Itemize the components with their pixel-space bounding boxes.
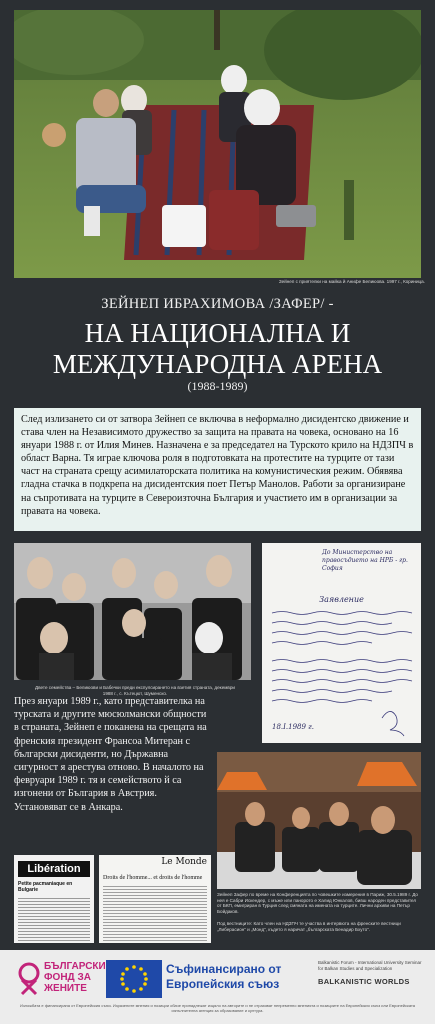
fund-logo-icon (16, 962, 42, 996)
family-photo-caption: Двете семейства – Белиюови и Бабечки преди експулсирането на взетия странатa, декември 1988 г., с. Кътецют, Шуменско. (35, 685, 235, 696)
fund-name: БЪЛГАРСКИ ФОНД ЗА ЖЕНИТЕ (44, 961, 106, 994)
liberation-body (18, 896, 90, 943)
conference-photo-image (217, 752, 421, 889)
partner-name: BALKANISTIC WORLDS (318, 977, 410, 986)
document-title: Заявление (319, 595, 364, 604)
le-monde-headline: Droits de l'homme... et droits de l'homme (103, 875, 203, 881)
document-date: 18.I.1989 г. (272, 723, 314, 731)
footer-disclaimer: Изложбата е финансирана от Европейския съюз. Изразените мнения и позиции обаче принадлежат изцяло на авторите и не отразяват непременно мненията и позициите на Европейския съюз или Европейската изпълнителна агенция за образование и култура. (19, 1003, 416, 1013)
partner-small-text: Balkanistic Forum - International University Seminar for Balkan Studies and Specialization (318, 960, 422, 971)
le-monde-body (103, 884, 207, 943)
family-photo-image (14, 543, 251, 680)
conference-photo (217, 752, 421, 889)
page-title-line2: МЕЖДУНАРОДНА АРЕНА (52, 349, 383, 379)
main-text: След излизането си от затвора Зейнеп се включва в неформално дисидентско движение и става член на Независимото дружество за защита на правата на човека, основано на 16 януари 1988 г. от Илия Минев. Назначена е за председател на Турското крило на НДЗПЧ в област Варна. Тя играе ключова роля в подготовката на протестите на турците от тази част на страната срещу асимилаторската политика на комунистическия режим. Обявява гладна стачка в подкрепа на дисидентския поет Петър Манолов. Работи за организиране на съпротивата на турците в Североизточна България и участието им в организации за правата на човека. (21, 414, 414, 517)
handwritten-document (262, 543, 421, 743)
years: (1988-1989) (187, 379, 248, 393)
middle-text: През януари 1989 г., като представителка на турската и другите мюсюлмански общности в страната, Зейнеп е поканена на срещата на френския президент Франсоа Митеран с български дисиденти, но Държавна сигурност я арестува отново. В началото на февруари 1989 г. тя и семейството й са изгонени от България в Австрия. Установяват се в Анкара. (14, 696, 207, 813)
page-title-line1: НА НАЦИОНАЛНА И (84, 318, 351, 348)
top-photo-caption: Зейнеп с приятелки на майка й Анифе Белиюова. 1997 г., Кориница. (278, 279, 425, 284)
top-photo (14, 10, 421, 278)
handwriting-lines (262, 543, 421, 743)
eu-flag-icon (106, 960, 162, 998)
liberation-headline: Petite pacmaniaque en Bulgarie (18, 881, 73, 893)
document-heading: До Министерство на правосъдието на НРБ - гр. София (322, 549, 408, 572)
family-photo (14, 543, 251, 680)
top-photo-image (14, 10, 421, 278)
newspaper-le-monde (99, 855, 211, 943)
main-text-box (14, 408, 421, 531)
le-monde-masthead: Le Monde (161, 857, 207, 867)
newspaper-liberation (14, 855, 94, 943)
eu-text-line1: Съфинансирано от (166, 962, 282, 976)
conference-photo-caption: Зейнеп Зафер по време на Конференцията по човешките измерения в Париж, 30.5.1989 г. До нея е Сабри Искендер, с мъже или панорото е Халид Юнкалов, бивш народен представител от БКП, емигриран в Турция след смяната на имената на турците. Лични архиви на Петър Бойдаков. (217, 892, 418, 915)
conference-photo-note: Под вестниците: Като член на НДЗПЧ те участва в интервюта на френските вестници „Либерасион” и „Монд”, където я наричат „българската Бенадир Бхуто”. (217, 921, 401, 932)
subtitle: ЗЕЙНЕП ИБРАХИМОВА /ЗАФЕР/ - (101, 296, 334, 312)
footer (0, 950, 435, 1024)
eu-text-line2: Европейския съюз (166, 977, 280, 991)
liberation-masthead: Libération (18, 861, 90, 877)
